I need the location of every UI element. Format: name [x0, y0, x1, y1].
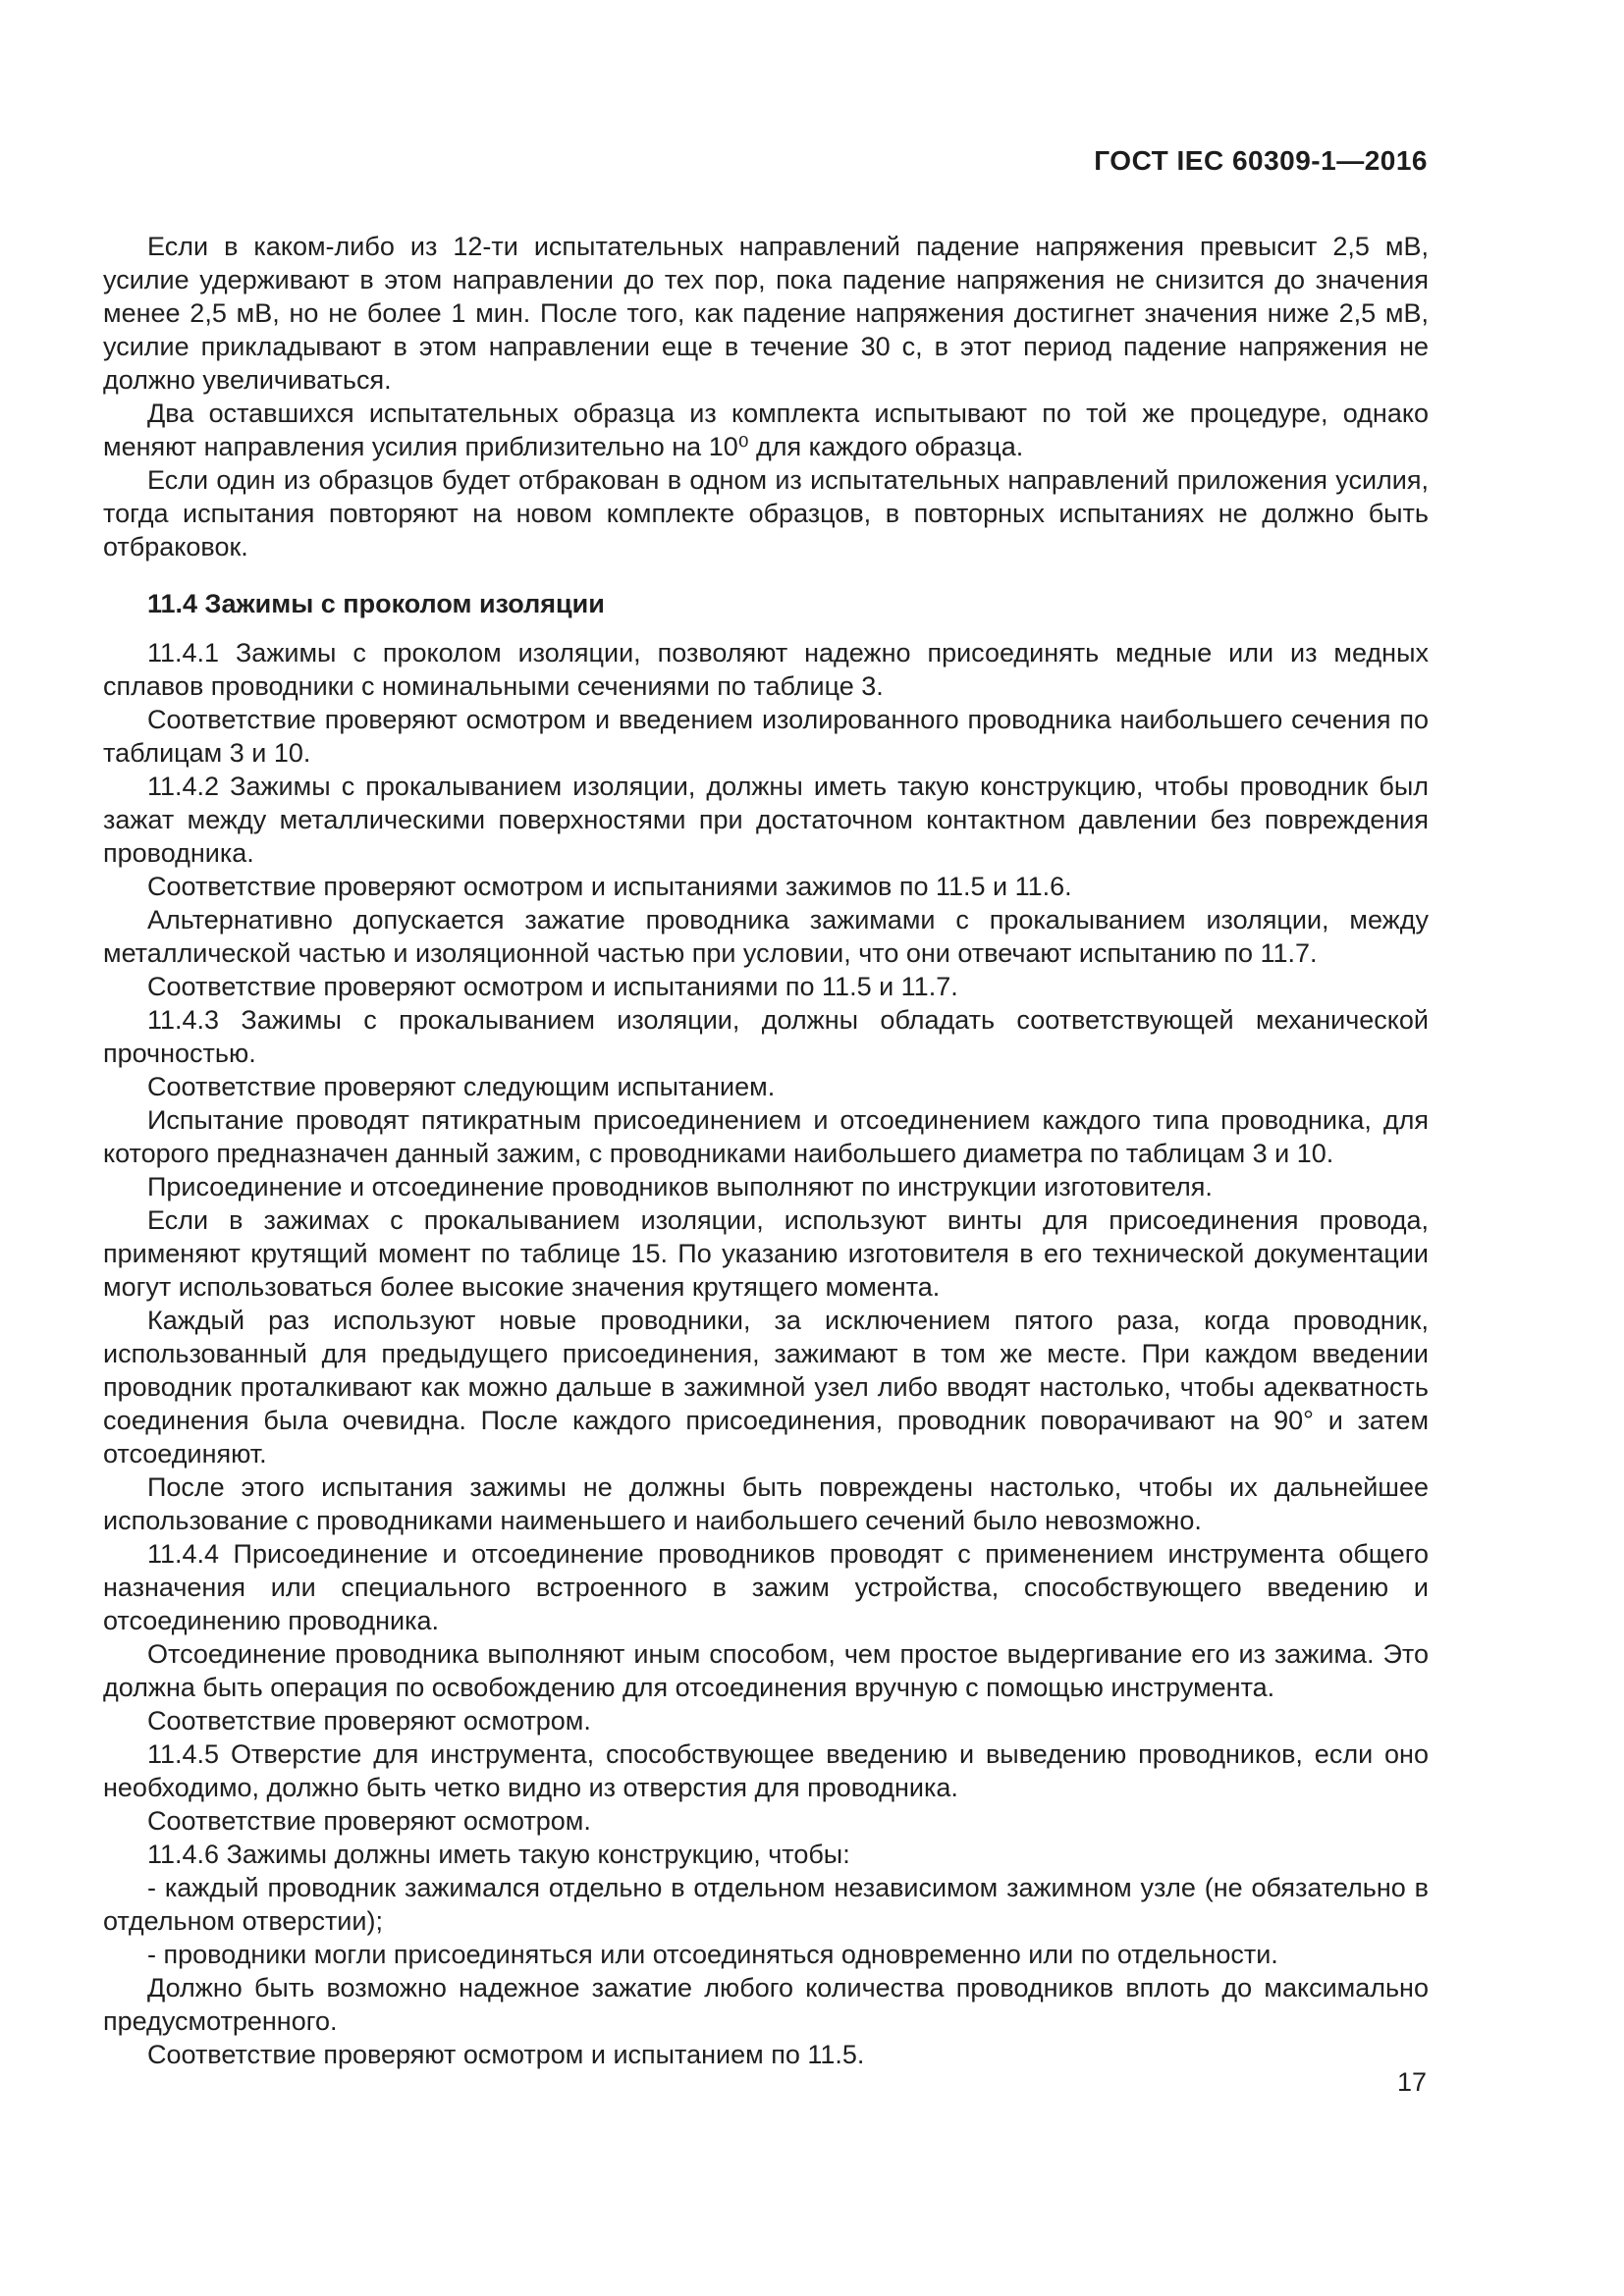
- paragraph: Если в каком-либо из 12-ти испытательных направлений падение напряжения превысит 2,5 мВ, усилие удерживают в этом направлении до тех пор, пока падение напряжения не снизится до значения менее 2,5 мВ, но не более 1 мин. После того, как падение напряжения достигнет значения ниже 2,5 мВ, усилие прикладывают в этом направлении еще в течение 30 с, в этот период падение напряжения не должно увеличиваться.: [103, 232, 1429, 395]
- paragraph: Соответствие проверяют осмотром.: [147, 1806, 591, 1836]
- paragraph: Если в зажимах с прокалыванием изоляции, используют винты для присоединения провода, применяют крутящий момент по таблице 15. По указанию изготовителя в его технической документации могут использоваться более высокие значения крутящего момента.: [103, 1205, 1429, 1302]
- list-item: - проводники могли присоединяться или отсоединяться одновременно или по отдельности.: [147, 1940, 1278, 1969]
- paragraph: Испытание проводят пятикратным присоединением и отсоединением каждого типа проводника, для которого предназначен данный зажим, с проводниками наибольшего диаметра по таблицам 3 и 10.: [103, 1105, 1429, 1168]
- paragraph: 11.4.6 Зажимы должны иметь такую конструкцию, чтобы:: [147, 1840, 850, 1869]
- paragraph: Соответствие проверяют осмотром.: [147, 1706, 591, 1735]
- paragraph: Должно быть возможно надежное зажатие любого количества проводников вплоть до максимально предусмотренного.: [103, 1973, 1429, 2036]
- paragraph: 11.4.2 Зажимы с прокалыванием изоляции, должны иметь такую конструкцию, чтобы проводник был зажат между металлическими поверхностями при достаточном контактном давлении без повреждения проводника.: [103, 772, 1429, 868]
- page-number: 17: [1396, 2067, 1427, 2097]
- list-item: - каждый проводник зажимался отдельно в отдельном независимом зажимном узле (не обязательно в отдельном отверстии);: [103, 1873, 1429, 1936]
- paragraph: Соответствие проверяют следующим испытанием.: [147, 1072, 776, 1101]
- paragraph: Соответствие проверяют осмотром и испытанием по 11.5.: [147, 2040, 865, 2069]
- paragraph: Присоединение и отсоединение проводников выполняют по инструкции изготовителя.: [147, 1172, 1213, 1201]
- paragraph: Альтернативно допускается зажатие проводника зажимами с прокалыванием изоляции, между металлической частью и изоляционной частью при условии, что они отвечают испытанию по 11.7.: [103, 905, 1429, 968]
- paragraph: Соответствие проверяют осмотром и испытаниями зажимов по 11.5 и 11.6.: [147, 872, 1072, 901]
- paragraph: После этого испытания зажимы не должны быть повреждены настолько, чтобы их дальнейшее использование с проводниками наименьшего и наибольшего сечений было невозможно.: [103, 1472, 1429, 1535]
- paragraph: Если один из образцов будет отбракован в одном из испытательных направлений приложения усилия, тогда испытания повторяют на новом комплекте образцов, в повторных испытаниях не должно быть отбраковок.: [103, 465, 1429, 561]
- paragraph: Каждый раз используют новые проводники, за исключением пятого раза, когда проводник, использованный для предыдущего присоединения, зажимают в том же месте. При каждом введении проводник проталкивают как можно дальше в зажимной узел либо вводят настолько, чтобы адекватность соединения была очевидна. После каждого присоединения, проводник поворачивают на 90° и затем отсоединяют.: [103, 1306, 1429, 1468]
- paragraph: Соответствие проверяют осмотром и введением изолированного проводника наибольшего сечения по таблицам 3 и 10.: [103, 705, 1429, 768]
- paragraph: Соответствие проверяют осмотром и испытаниями по 11.5 и 11.7.: [147, 972, 958, 1001]
- paragraph: 11.4.3 Зажимы с прокалыванием изоляции, должны обладать соответствующей механической прочностью.: [103, 1005, 1429, 1068]
- paragraph: Два оставшихся испытательных образца из комплекта испытывают по той же процедуре, однако меняют направления усилия приблизительно на 10⁰ для каждого образца.: [103, 399, 1429, 461]
- paragraph: 11.4.4 Присоединение и отсоединение проводников проводят с применением инструмента общего назначения или специального встроенного в зажим устройства, способствующего введению и отсоединению проводника.: [103, 1539, 1429, 1635]
- section-heading-11-4: 11.4 Зажимы с проколом изоляции: [147, 589, 605, 618]
- document-body: [103, 230, 1429, 2071]
- paragraph: 11.4.5 Отверстие для инструмента, способствующее введению и выведению проводников, если оно необходимо, должно быть четко видно из отверстия для проводника.: [103, 1739, 1429, 1802]
- paragraph: 11.4.1 Зажимы с проколом изоляции, позволяют надежно присоединять медные или из медных сплавов проводники с номинальными сечениями по таблице 3.: [103, 638, 1429, 701]
- document-header: ГОСТ IEC 60309-1—2016: [1094, 145, 1428, 176]
- paragraph: Отсоединение проводника выполняют иным способом, чем простое выдергивание его из зажима. Это должна быть операция по освобождению для отсоединения вручную с помощью инструмента.: [103, 1639, 1429, 1702]
